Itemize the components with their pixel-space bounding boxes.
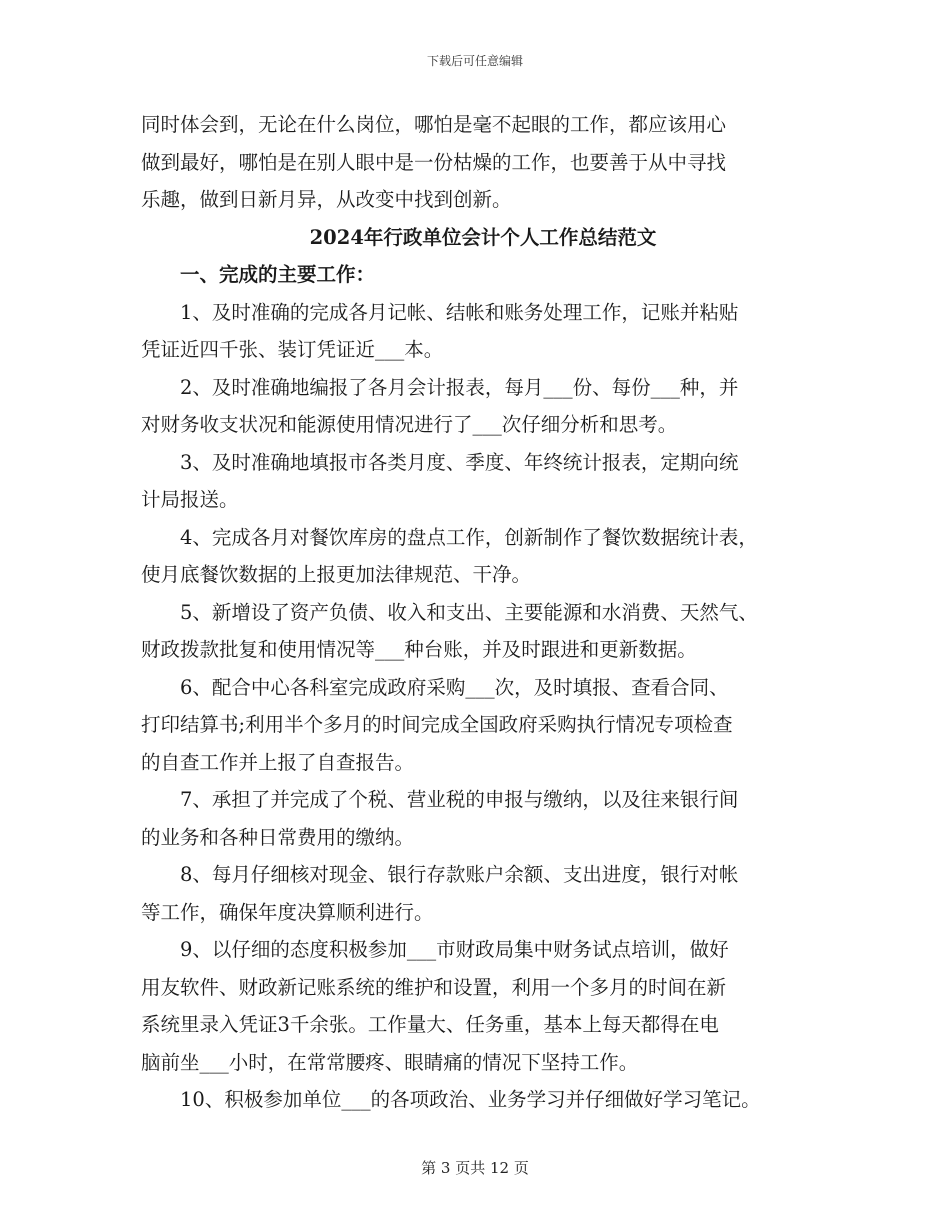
list-item: 7、承担了并完成了个税、营业税的申报与缴纳，以及往来银行间 的业务和各种日常费用的缴纳。: [141, 788, 739, 849]
list-item: 9、以仔细的态度积极参加___市财政局集中财务试点培训，做好 用友软件、财政新记账系统的维护和设置，利用一个多月的时间在新 系统里录入凭证3千余张。工作量大、任务重，基本上每天都得在电 脑前坐___小时，在常常腰疼、眼睛痛的情况下坚持工作。: [141, 938, 729, 1074]
list-item: 2、及时准确地编报了各月会计报表，每月___份、每份___种，并 对财务收支状况和能源使用情况进行了___次仔细分析和思考。: [141, 375, 739, 436]
list-item: 4、完成各月对餐饮库房的盘点工作，创新制作了餐饮数据统计表， 使月底餐饮数据的上报更加法律规范、干净。: [141, 525, 758, 586]
list-item: 6、配合中心各科室完成政府采购___次，及时填报、查看合同、 打印结算书;利用半个多月的时间完成全国政府采购执行情况专项检查 的自查工作并上报了自查报告。: [141, 675, 733, 774]
list-item: 3、及时准确地填报市各类月度、季度、年终统计报表，定期向统 计局报送。: [141, 450, 739, 511]
document-body: [141, 106, 825, 1119]
list-item: 10、积极参加单位___的各项政治、业务学习并仔细做好学习笔记。: [180, 1088, 761, 1111]
section-heading: 一、完成的主要工作：: [180, 263, 376, 286]
intro-paragraph: 同时体会到，无论在什么岗位，哪怕是毫不起眼的工作，都应该用心 做到最好，哪怕是在别人眼中是一份枯燥的工作，也要善于从中寻找 乐趣，做到日新月异，从改变中找到创新。: [141, 113, 727, 211]
page-number: 第 3 页共 12 页: [421, 1159, 529, 1177]
page-header: 下载后可任意编辑: [426, 54, 523, 68]
document-title: 2024年行政单位会计个人工作总结范文: [309, 225, 657, 249]
list-item: 8、每月仔细核对现金、银行存款账户余额、支出进度，银行对帐 等工作，确保年度决算顺利进行。: [141, 863, 739, 924]
list-item: 5、新增设了资产负债、收入和支出、主要能源和水消费、天然气、 财政拨款批复和使用情况等___种台账，并及时跟进和更新数据。: [141, 600, 758, 661]
list-item: 1、及时准确的完成各月记帐、结帐和账务处理工作，记账并粘贴 凭证近四千张、装订凭证近___本。: [141, 300, 739, 361]
